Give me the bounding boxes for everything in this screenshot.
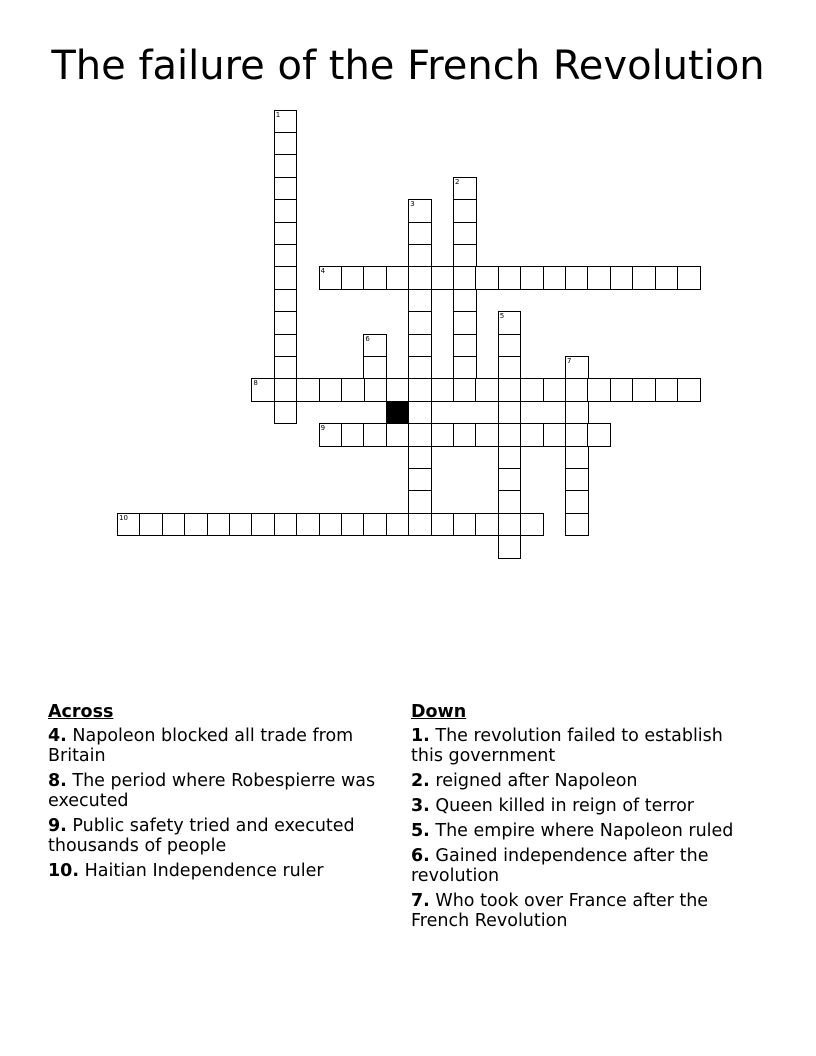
- grid-cell[interactable]: [319, 423, 343, 447]
- grid-cell[interactable]: [431, 423, 455, 447]
- clue-number: 2.: [411, 771, 430, 791]
- cell-number: 8: [253, 379, 258, 388]
- grid-cell[interactable]: [610, 266, 634, 290]
- grid-cell[interactable]: [408, 401, 432, 425]
- grid-cell[interactable]: [139, 513, 163, 537]
- grid-cell[interactable]: [274, 401, 298, 425]
- grid-cell[interactable]: [408, 311, 432, 335]
- grid-cell[interactable]: [341, 266, 365, 290]
- grid-cell[interactable]: [386, 266, 410, 290]
- across-clues: [48, 702, 383, 886]
- clue-number: 4.: [48, 726, 67, 746]
- puzzle-title: The failure of the French Revolution: [51, 43, 765, 89]
- grid-cell[interactable]: [520, 266, 544, 290]
- grid-cell[interactable]: [408, 266, 432, 290]
- grid-cell[interactable]: [610, 378, 634, 402]
- clue-text: Napoleon blocked all trade from Britain: [48, 726, 354, 766]
- grid-cell[interactable]: [274, 378, 298, 402]
- grid-cell[interactable]: [274, 177, 298, 201]
- across-heading: Across: [48, 702, 114, 722]
- grid-cell[interactable]: [408, 468, 432, 492]
- grid-cell[interactable]: [274, 311, 298, 335]
- grid-cell[interactable]: [386, 513, 410, 537]
- grid-cell[interactable]: [453, 244, 477, 268]
- grid-cell[interactable]: [386, 378, 410, 402]
- grid-cell[interactable]: [565, 468, 589, 492]
- clue-number: 7.: [411, 891, 430, 911]
- grid-cell[interactable]: [587, 423, 611, 447]
- grid-cell[interactable]: [453, 311, 477, 335]
- grid-cell[interactable]: [498, 446, 522, 470]
- clue-text: Who took over France after the French Revolution: [411, 891, 709, 931]
- clue-text: Gained independence after the revolution: [411, 846, 709, 886]
- down-clue: [411, 771, 756, 791]
- clue-number: 3.: [411, 796, 430, 816]
- grid-cell[interactable]: [341, 423, 365, 447]
- grid-cell[interactable]: [453, 199, 477, 223]
- down-clue: [411, 846, 756, 886]
- grid-cell[interactable]: [453, 334, 477, 358]
- grid-cell[interactable]: [274, 244, 298, 268]
- grid-cell[interactable]: [520, 378, 544, 402]
- grid-cell[interactable]: [363, 266, 387, 290]
- clue-text: Haitian Independence ruler: [84, 861, 324, 881]
- grid-cell[interactable]: [498, 535, 522, 559]
- grid-cell[interactable]: [475, 378, 499, 402]
- grid-cell[interactable]: [408, 513, 432, 537]
- down-heading: Down: [411, 702, 467, 722]
- grid-cell[interactable]: [117, 513, 141, 537]
- clue-text: The period where Robespierre was executed: [48, 771, 376, 811]
- grid-cell[interactable]: [363, 423, 387, 447]
- cell-number: 1: [275, 110, 281, 119]
- grid-cell[interactable]: [498, 334, 522, 358]
- grid-block: [386, 401, 410, 425]
- grid-cell[interactable]: [431, 378, 455, 402]
- down-clue: [411, 796, 756, 816]
- grid-cell[interactable]: [184, 513, 208, 537]
- grid-cell[interactable]: [431, 266, 455, 290]
- grid-cell[interactable]: [565, 401, 589, 425]
- grid-cell[interactable]: [453, 356, 477, 380]
- grid-cell[interactable]: [296, 378, 320, 402]
- grid-cell[interactable]: [408, 423, 432, 447]
- grid-cell[interactable]: [319, 513, 343, 537]
- down-clue: [411, 821, 756, 841]
- grid-cell[interactable]: [498, 401, 522, 425]
- grid-cell[interactable]: [408, 222, 432, 246]
- grid-cell[interactable]: [587, 378, 611, 402]
- cell-number: 5: [499, 312, 505, 321]
- grid-cell[interactable]: [543, 266, 567, 290]
- across-clue: [48, 861, 383, 881]
- grid-cell[interactable]: [475, 266, 499, 290]
- cell-number: 2: [455, 177, 460, 186]
- grid-cell[interactable]: [274, 334, 298, 358]
- across-clue: [48, 816, 383, 856]
- clue-text: Queen killed in reign of terror: [435, 796, 694, 816]
- grid-cell[interactable]: [408, 490, 432, 514]
- grid-cell[interactable]: [274, 356, 298, 380]
- grid-cell[interactable]: [475, 423, 499, 447]
- grid-cell[interactable]: [498, 378, 522, 402]
- grid-cell[interactable]: [408, 289, 432, 313]
- grid-cell[interactable]: [498, 266, 522, 290]
- grid-cell[interactable]: [498, 356, 522, 380]
- grid-cell[interactable]: [274, 222, 298, 246]
- grid-cell[interactable]: [431, 513, 455, 537]
- grid-cell[interactable]: [632, 378, 656, 402]
- grid-cell[interactable]: [453, 289, 477, 313]
- grid-cell[interactable]: [498, 311, 522, 335]
- grid-cell[interactable]: [565, 446, 589, 470]
- grid-cell[interactable]: [520, 513, 544, 537]
- clue-number: 6.: [411, 846, 430, 866]
- grid-cell[interactable]: [565, 356, 589, 380]
- grid-cell[interactable]: [319, 378, 343, 402]
- grid-cell[interactable]: [386, 423, 410, 447]
- grid-cell[interactable]: [565, 266, 589, 290]
- clue-text: The empire where Napoleon ruled: [435, 821, 734, 841]
- grid-cell[interactable]: [565, 490, 589, 514]
- grid-cell[interactable]: [453, 177, 477, 201]
- clue-number: 5.: [411, 821, 430, 841]
- grid-cell[interactable]: [498, 513, 522, 537]
- grid-cell[interactable]: [475, 513, 499, 537]
- grid-cell[interactable]: [543, 378, 567, 402]
- cell-number: 10: [119, 513, 128, 522]
- grid-cell[interactable]: [408, 356, 432, 380]
- grid-cell[interactable]: [565, 378, 589, 402]
- grid-cell[interactable]: [408, 334, 432, 358]
- grid-cell[interactable]: [274, 289, 298, 313]
- grid-cell[interactable]: [408, 446, 432, 470]
- down-clues: [411, 702, 756, 936]
- grid-cell[interactable]: [587, 266, 611, 290]
- grid-cell[interactable]: [274, 154, 298, 178]
- clue-text: The revolution failed to establish this government: [411, 726, 723, 766]
- grid-cell[interactable]: [543, 423, 567, 447]
- grid-cell[interactable]: [274, 132, 298, 156]
- grid-cell[interactable]: [363, 334, 387, 358]
- grid-cell[interactable]: [453, 378, 477, 402]
- cell-number: 3: [410, 200, 415, 209]
- grid-cell[interactable]: [408, 199, 432, 223]
- grid-cell[interactable]: [207, 513, 231, 537]
- grid-cell[interactable]: [655, 378, 679, 402]
- grid-cell[interactable]: [520, 423, 544, 447]
- down-clue: [411, 726, 756, 766]
- grid-cell[interactable]: [251, 378, 275, 402]
- grid-cell[interactable]: [319, 266, 343, 290]
- grid-cell[interactable]: [677, 266, 701, 290]
- cell-number: 9: [320, 424, 326, 433]
- clue-number: 10.: [48, 861, 80, 881]
- grid-cell[interactable]: [565, 513, 589, 537]
- grid-cell[interactable]: [363, 513, 387, 537]
- clue-text: Public safety tried and executed thousands of people: [48, 816, 355, 856]
- grid-cell[interactable]: [408, 244, 432, 268]
- grid-cell[interactable]: [296, 513, 320, 537]
- grid-cell[interactable]: [565, 423, 589, 447]
- down-clue: [411, 891, 756, 931]
- grid-cell[interactable]: [498, 423, 522, 447]
- clue-number: 9.: [48, 816, 67, 836]
- grid-cell[interactable]: [498, 490, 522, 514]
- grid-cell[interactable]: [498, 468, 522, 492]
- clue-number: 1.: [411, 726, 430, 746]
- grid-cell[interactable]: [274, 513, 298, 537]
- clue-text: reigned after Napoleon: [435, 771, 638, 791]
- grid-cell[interactable]: [632, 266, 656, 290]
- clue-number: 8.: [48, 771, 67, 791]
- grid-cell[interactable]: [453, 266, 477, 290]
- across-clue: [48, 771, 383, 811]
- grid-cell[interactable]: [453, 423, 477, 447]
- grid-cell[interactable]: [363, 356, 387, 380]
- cell-number: 4: [320, 267, 326, 276]
- grid-cell[interactable]: [251, 513, 275, 537]
- cell-number: 6: [365, 334, 370, 343]
- grid-cell[interactable]: [655, 266, 679, 290]
- grid-cell[interactable]: [408, 378, 432, 402]
- grid-cell[interactable]: [274, 110, 298, 134]
- grid-cell[interactable]: [162, 513, 186, 537]
- grid-cell[interactable]: [229, 513, 253, 537]
- grid-cell[interactable]: [274, 266, 298, 290]
- grid-cell[interactable]: [677, 378, 701, 402]
- grid-cell[interactable]: [453, 222, 477, 246]
- grid-cell[interactable]: [341, 513, 365, 537]
- grid-cell[interactable]: [453, 513, 477, 537]
- cell-number: 7: [567, 356, 572, 365]
- grid-cell[interactable]: [274, 199, 298, 223]
- grid-cell[interactable]: [341, 378, 365, 402]
- across-clue: [48, 726, 383, 766]
- grid-cell[interactable]: [363, 378, 387, 402]
